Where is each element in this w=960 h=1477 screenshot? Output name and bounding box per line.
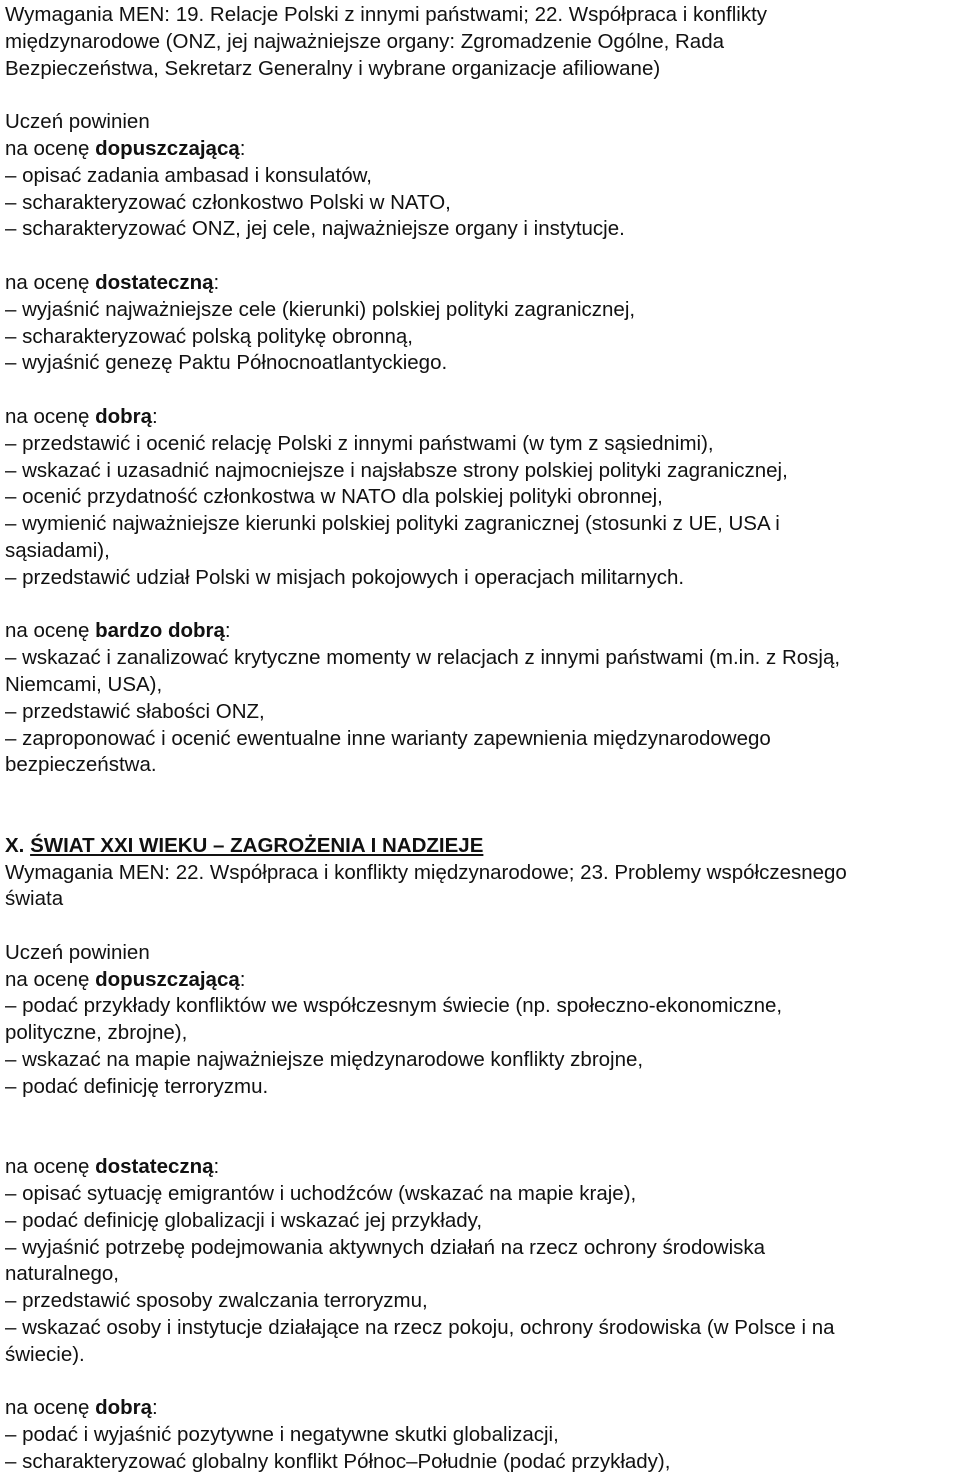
list-item: – przedstawić i ocenić relację Polski z innymi państwami (w tym z sąsiednimi), — [5, 431, 714, 455]
list-item: – wskazać osoby i instytucje działające na rzecz pokoju, ochrony środowiska (w Polsce i na — [5, 1316, 835, 1340]
list-item: – wyjaśnić najważniejsze cele (kierunki) polskiej polityki zagranicznej, — [5, 297, 636, 321]
grade-name: dobrą — [95, 1396, 153, 1420]
grade-name: dobrą — [95, 404, 153, 428]
grade-block-dobra — [5, 1395, 955, 1475]
grade-prefix: na ocenę — [5, 967, 90, 991]
section-1 — [5, 2, 955, 779]
list-item: – opisać sytuację emigrantów i uchodźców (wskazać na mapie kraje), — [5, 1182, 637, 1206]
requirements-line: Bezpieczeństwa, Sekretarz Generalny i wybrane organizacje afiliowane) — [5, 56, 661, 80]
requirements-line: międzynarodowe (ONZ, jej najważniejsze organy: Zgromadzenie Ogólne, Rada — [5, 29, 724, 53]
list-item: – scharakteryzować polską politykę obronną, — [5, 324, 413, 348]
list-item: – podać i wyjaśnić pozytywne i negatywne skutki globalizacji, — [5, 1423, 559, 1447]
requirements-line: Wymagania MEN: 22. Współpraca i konflikty międzynarodowe; 23. Problemy współczesnego — [5, 860, 847, 884]
list-item-continuation: polityczne, zbrojne), — [5, 1021, 188, 1045]
grade-block-dostateczna — [5, 270, 955, 377]
list-item-continuation: sąsiadami), — [5, 538, 110, 562]
list-item: – wyjaśnić genezę Paktu Północnoatlantyckiego. — [5, 351, 448, 375]
grade-heading: na ocenę bardzo dobrą: — [5, 619, 231, 643]
list-item: – opisać zadania ambasad i konsulatów, — [5, 163, 372, 187]
grade-heading: na ocenę dobrą: — [5, 1396, 158, 1420]
grade-prefix: na ocenę — [5, 404, 90, 428]
list-item: – podać przykłady konfliktów we współczesnym świecie (np. społeczno-ekonomiczne, — [5, 994, 783, 1018]
grade-name: bardzo dobrą — [95, 619, 225, 643]
list-item: – scharakteryzować globalny konflikt Północ–Południe (podać przykłady), — [5, 1450, 671, 1474]
grade-name: dostateczną — [95, 1155, 214, 1179]
requirements-line: świata — [5, 887, 64, 911]
grade-block-bardzo-dobra — [5, 618, 955, 779]
list-item: – ocenić przydatność członkostwa w NATO dla polskiej polityki obronnej, — [5, 485, 663, 509]
list-item: – przedstawić słabości ONZ, — [5, 699, 265, 723]
list-item: – przedstawić udział Polski w misjach pokojowych i operacjach militarnych. — [5, 565, 685, 589]
list-item: – wskazać na mapie najważniejsze międzynarodowe konflikty zbrojne, — [5, 1048, 644, 1072]
list-item-continuation: świecie). — [5, 1342, 85, 1366]
grade-heading: na ocenę dopuszczającą: — [5, 967, 246, 991]
section-2 — [5, 833, 955, 1476]
list-item: – wskazać i uzasadnić najmocniejsze i najsłabsze strony polskiej polityki zagranicznej, — [5, 458, 788, 482]
grade-prefix: na ocenę — [5, 1155, 90, 1179]
list-item: – scharakteryzować członkostwo Polski w NATO, — [5, 190, 451, 214]
student-should-label: Uczeń powinien — [5, 110, 150, 134]
grade-block-dostateczna — [5, 1154, 955, 1368]
list-item: – zaproponować i ocenić ewentualne inne warianty zapewnienia międzynarodowego — [5, 726, 771, 750]
student-should-label: Uczeń powinien — [5, 940, 150, 964]
grade-name: dopuszczającą — [95, 136, 240, 160]
requirements-text — [5, 2, 955, 82]
list-item-continuation: naturalnego, — [5, 1262, 119, 1286]
grade-name: dopuszczającą — [95, 967, 240, 991]
list-item: – podać definicję globalizacji i wskazać jej przykłady, — [5, 1208, 483, 1232]
list-item: – wskazać i zanalizować krytyczne momenty w relacjach z innymi państwami (m.in. z Rosją, — [5, 646, 841, 670]
list-item: – przedstawić sposoby zwalczania terroryzmu, — [5, 1289, 428, 1313]
grade-prefix: na ocenę — [5, 619, 90, 643]
requirements-line: Wymagania MEN: 19. Relacje Polski z innymi państwami; 22. Współpraca i konflikty — [5, 3, 768, 26]
section-title: ŚWIAT XXI WIEKU – ZAGROŻENIA I NADZIEJE — [30, 833, 484, 857]
grade-name: dostateczną — [95, 270, 214, 294]
section-heading — [5, 833, 955, 860]
list-item: – scharakteryzować ONZ, jej cele, najważniejsze organy i instytucje. — [5, 217, 625, 241]
grade-block-dopuszczajaca — [5, 967, 955, 1101]
grade-heading: na ocenę dostateczną: — [5, 1155, 220, 1179]
list-item: – podać definicję terroryzmu. — [5, 1074, 269, 1098]
list-item: – wymienić najważniejsze kierunki polskiej polityki zagranicznej (stosunki z UE, USA i — [5, 512, 780, 536]
list-item-continuation: bezpieczeństwa. — [5, 753, 157, 777]
grade-block-dobra — [5, 404, 955, 592]
grade-heading: na ocenę dostateczną: — [5, 270, 220, 294]
section-number: X. — [5, 833, 25, 857]
requirements-text — [5, 860, 955, 914]
grade-heading: na ocenę dobrą: — [5, 404, 158, 428]
grade-block-dopuszczajaca — [5, 136, 955, 243]
grade-prefix: na ocenę — [5, 1396, 90, 1420]
grade-heading: na ocenę dopuszczającą: — [5, 136, 246, 160]
grade-prefix: na ocenę — [5, 270, 90, 294]
list-item: – wyjaśnić potrzebę podejmowania aktywnych działań na rzecz ochrony środowiska — [5, 1235, 766, 1259]
list-item-continuation: Niemcami, USA), — [5, 672, 163, 696]
grade-prefix: na ocenę — [5, 136, 90, 160]
